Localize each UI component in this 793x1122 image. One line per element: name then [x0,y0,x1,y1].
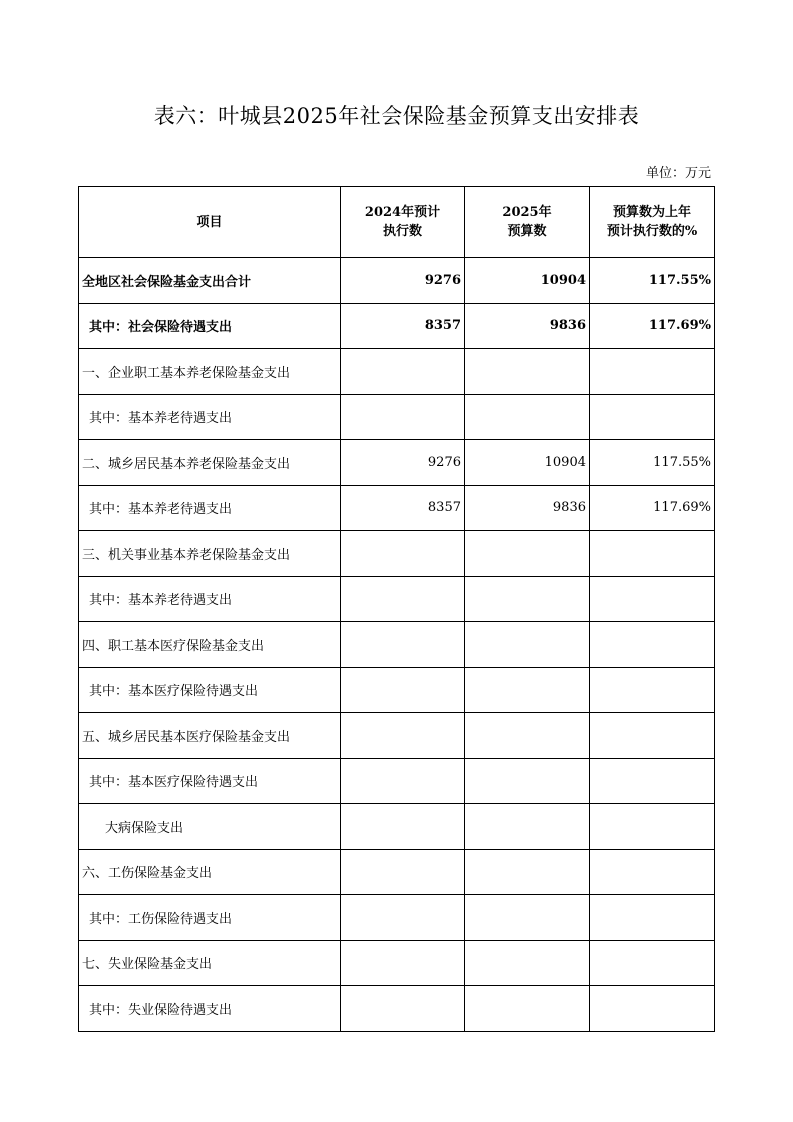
row-label: 五、城乡居民基本医疗保险基金支出 [79,713,341,759]
row-label: 其中：工伤保险待遇支出 [79,895,341,941]
cell-ratio: 117.55% [590,258,715,304]
row-label: 其中：基本养老待遇支出 [79,485,341,531]
cell-ratio [590,667,715,713]
table-row [79,804,715,850]
table-row [79,895,715,941]
table-row [79,986,715,1032]
table-row [79,349,715,395]
cell-budget2025 [465,713,590,759]
cell-budget2025 [465,758,590,804]
cell-exec2024 [341,986,465,1032]
cell-ratio: 117.69% [590,303,715,349]
cell-exec2024 [341,667,465,713]
row-label: 其中：基本医疗保险待遇支出 [79,667,341,713]
cell-ratio [590,622,715,668]
table-row [79,576,715,622]
cell-exec2024: 8357 [341,303,465,349]
cell-exec2024 [341,849,465,895]
table-row [79,258,715,304]
cell-budget2025 [465,576,590,622]
table-row [79,622,715,668]
header-item: 项目 [79,187,341,258]
row-label: 七、失业保险基金支出 [79,940,341,986]
table-row [79,849,715,895]
cell-ratio [590,895,715,941]
cell-budget2025: 9836 [465,303,590,349]
row-label: 六、工伤保险基金支出 [79,849,341,895]
row-label: 其中：基本养老待遇支出 [79,576,341,622]
cell-exec2024 [341,940,465,986]
cell-budget2025 [465,940,590,986]
cell-ratio [590,986,715,1032]
cell-budget2025 [465,986,590,1032]
cell-budget2025: 9836 [465,485,590,531]
cell-ratio [590,394,715,440]
cell-exec2024 [341,576,465,622]
table-row [79,303,715,349]
table-row [79,531,715,577]
cell-budget2025 [465,531,590,577]
row-label: 全地区社会保险基金支出合计 [79,258,341,304]
cell-ratio [590,758,715,804]
table-row [79,485,715,531]
cell-budget2025 [465,622,590,668]
row-label: 三、机关事业基本养老保险基金支出 [79,531,341,577]
row-label: 二、城乡居民基本养老保险基金支出 [79,440,341,486]
cell-ratio: 117.69% [590,485,715,531]
cell-ratio [590,713,715,759]
table-row [79,713,715,759]
cell-exec2024: 8357 [341,485,465,531]
cell-budget2025 [465,667,590,713]
cell-exec2024 [341,394,465,440]
cell-ratio [590,940,715,986]
cell-ratio [590,349,715,395]
cell-exec2024 [341,622,465,668]
budget-table [78,186,715,1032]
cell-exec2024 [341,349,465,395]
table-row [79,667,715,713]
row-label: 四、职工基本医疗保险基金支出 [79,622,341,668]
cell-exec2024 [341,758,465,804]
cell-budget2025: 10904 [465,258,590,304]
row-label: 其中：基本养老待遇支出 [79,394,341,440]
unit-label: 单位：万元 [645,166,711,181]
cell-ratio [590,576,715,622]
cell-ratio [590,531,715,577]
cell-budget2025 [465,849,590,895]
table-row [79,440,715,486]
cell-exec2024 [341,713,465,759]
cell-budget2025 [465,895,590,941]
cell-ratio: 117.55% [590,440,715,486]
cell-exec2024 [341,531,465,577]
cell-ratio [590,804,715,850]
row-label: 大病保险支出 [79,804,341,850]
cell-budget2025 [465,394,590,440]
header-row [79,187,715,258]
page-title: 表六：叶城县2025年社会保险基金预算支出安排表 [153,104,640,128]
table-row [79,940,715,986]
table-row [79,758,715,804]
row-label: 一、企业职工基本养老保险基金支出 [79,349,341,395]
table-row [79,394,715,440]
header-ratio: 预算数为上年 预计执行数的% [590,187,715,258]
row-label: 其中：社会保险待遇支出 [79,303,341,349]
row-label: 其中：基本医疗保险待遇支出 [79,758,341,804]
cell-exec2024: 9276 [341,258,465,304]
cell-budget2025 [465,349,590,395]
cell-exec2024 [341,804,465,850]
header-budget2025: 2025年 预算数 [465,187,590,258]
row-label: 其中：失业保险待遇支出 [79,986,341,1032]
cell-exec2024 [341,895,465,941]
cell-budget2025 [465,804,590,850]
cell-budget2025: 10904 [465,440,590,486]
cell-ratio [590,849,715,895]
cell-exec2024: 9276 [341,440,465,486]
header-exec2024: 2024年预计 执行数 [341,187,465,258]
